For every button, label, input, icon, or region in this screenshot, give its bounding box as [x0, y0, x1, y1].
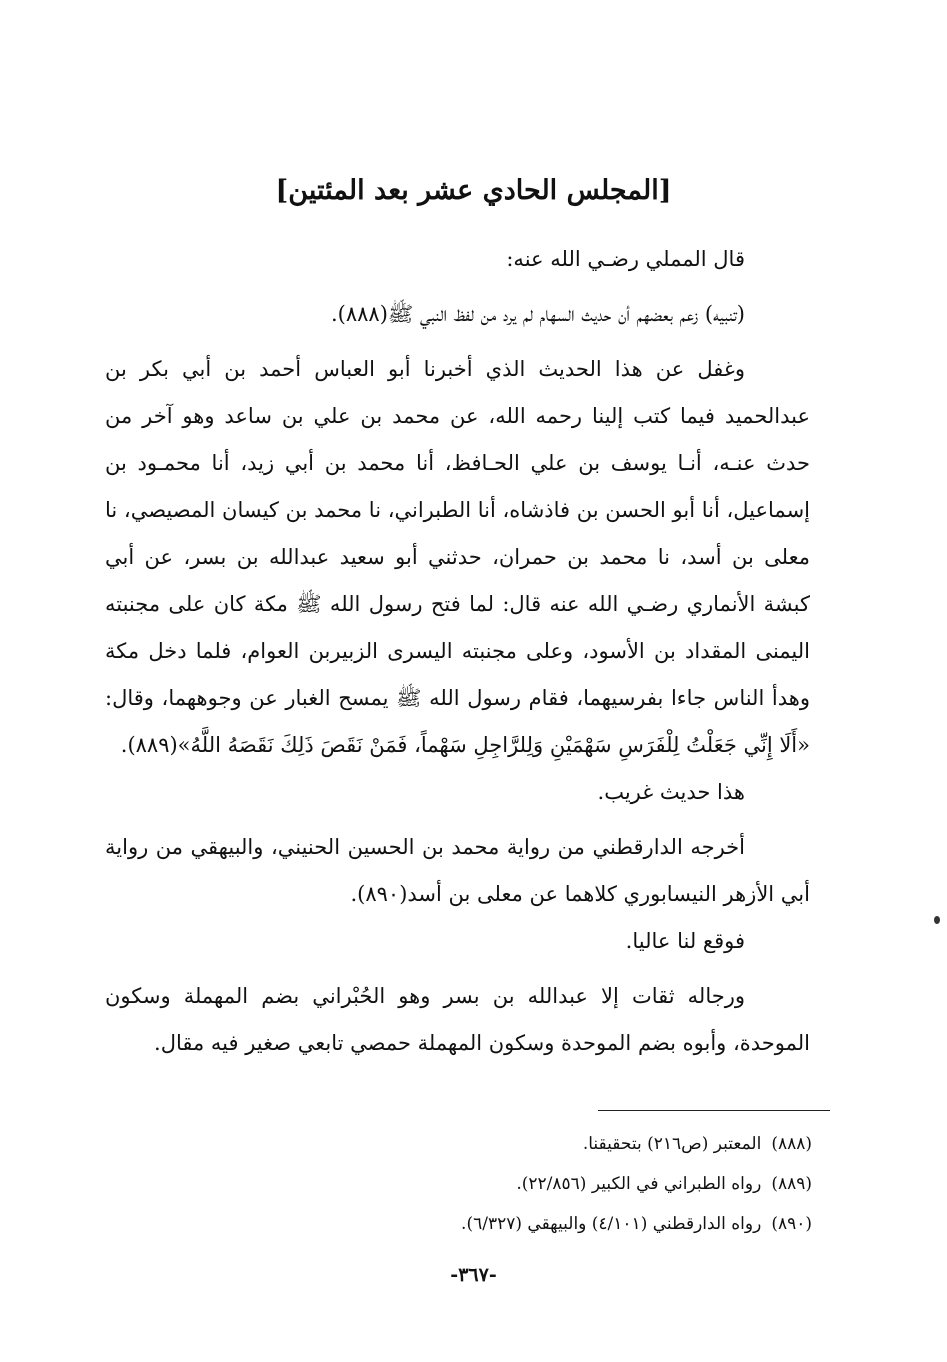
footnote [300, 1204, 812, 1244]
paragraph-intro: قال المملي رضـي الله عنه: [506, 247, 745, 271]
footnote [300, 1164, 812, 1204]
footnote [300, 1124, 812, 1164]
footnotes [300, 1124, 812, 1244]
paragraph-hadith: وغفل عن هذا الحديث الذي أخبرنا أبو العباس أحمد بن أبي بكر بن عبدالحميد فيما كتب إلينا رحمه الله، عن محمد بن علي بن ساعد وهو آخر من حدث عنـه، أنـا يوسف بن علي الحـافظ، أنا محمد بن أبي زيد، أنا محمـود بن إسماعيل، أنا أبو الحسن بن فاذشاه، أنا الطبراني، نا محمد بن كيسان المصيصي، نا معلى بن أسد، نا محمد بن حمران، حدثني أبو سعيد عبدالله بن بسر، عن أبي كبشة الأنماري رضـي الله عنه قال: لما فتح رسول الله ﷺ مكة كان على مجنبته اليمنى المقداد بن الأسود، وعلى مجنبته اليسرى الزبيربن العوام، فلما دخل مكة وهدأ الناس جاءا بفرسيهما، فقام رسول الله ﷺ يمسح الغبار عن وجوههما، وقال: «أَلَا إِنِّي جَعَلْتُ لِلْفَرَسِ سَهْمَيْنِ وَلِلرَّاجِلِ سَهْماً، فَمَنْ نَقَصَ ذَلِكَ نَقَصَهُ اللَّهُ»(٨٨٩). [105, 357, 810, 757]
footnote-number: (٨٨٩) [771, 1174, 812, 1194]
footnote-text: رواه الدارقطني (٤/١٠١) والبيهقي (٦/٣٢٧). [461, 1214, 762, 1234]
section-heading: [المجلس الحادي عشر بعد المئتين] [275, 175, 672, 206]
footnote-number: (٨٩٠) [771, 1214, 812, 1234]
paragraph-uluw: فوقع لنا عاليا. [625, 929, 745, 953]
paragraph-takhrij: أخرجه الدارقطني من رواية محمد بن الحسين الحنيني، والبيهقي من رواية أبي الأزهر النيسابوري كلاهما عن معلى بن أسد(٨٩٠). [105, 835, 810, 906]
page-number: -٣٦٧- [450, 1264, 497, 1286]
paragraph-grading: هذا حديث غريب. [597, 780, 745, 804]
footnote-text: رواه الطبراني في الكبير (٢٢/٨٥٦). [516, 1174, 762, 1194]
scan-mark [934, 916, 940, 924]
main-text [105, 236, 810, 1067]
footnote-divider [598, 1110, 830, 1111]
footnote-text: المعتبر (ص٢١٦) بتحقيقنا. [582, 1134, 762, 1154]
paragraph-narrators: ورجاله ثقات إلا عبدالله بن بسر وهو الحُبْراني بضم المهملة وسكون الموحدة، وأبوه بضم الموحدة وسكون المهملة حمصي تابعي صغير فيه مقال. [105, 984, 810, 1055]
paragraph-note: (تنبيه) زعم بعضهم أن حديث السهام لم يرد من لفظ النبي ﷺ(٨٨٨). [330, 302, 745, 326]
footnote-number: (٨٨٨) [771, 1134, 812, 1154]
